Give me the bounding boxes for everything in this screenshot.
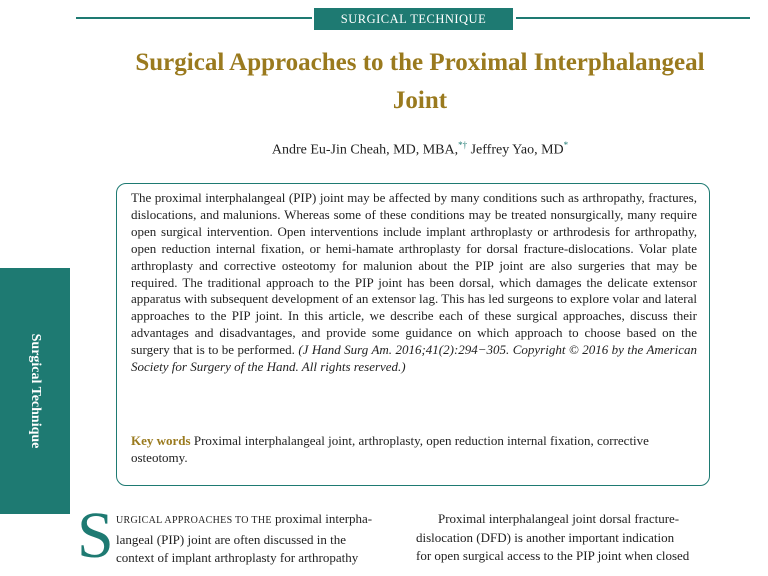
drop-cap: S — [77, 499, 114, 572]
body-col1-line — [116, 510, 400, 531]
header-rule-right — [516, 17, 750, 19]
body-col2-line: for open surgical access to the PIP joint when closed — [416, 548, 690, 563]
author-1-affiliation-marks[interactable]: *† — [458, 140, 468, 150]
article-title: Surgical Approaches to the Proximal Interphalangeal Joint — [135, 49, 705, 114]
abstract-citation: (J Hand Surg Am. 2016;41(2):294−305. Copyright © 2016 by the American Society for Surgery of the Hand. All rights reserved.) — [131, 342, 697, 375]
author-2-affiliation-marks[interactable]: * — [563, 140, 569, 150]
body-col1-line1-rest: proximal interpha- — [271, 511, 373, 526]
author-2: Jeffrey Yao, MD — [467, 142, 564, 158]
abstract-body: The proximal interphalangeal (PIP) joint may be affected by many conditions such as arthropathy, fractures, dislocations, and malunions. Whereas some of these conditions may be treated nonsurgically, many require open surgical intervention. Open interventions include implant arthroplasty or arthrodesis for arthropathy, open reduction internal fixation, or hemi-hamate arthroplasty for dorsal fracture-dislocations. Volar plate arthroplasty and corrective osteotomy for malunion about the PIP joint are also surgeries that may be required. The traditional approach to the PIP joint has been dorsal, which damages the delicate extensor apparatus with subsequent development of an extensor lag. This has led surgeons to explore volar and lateral approaches to the PIP joint. In this article, we describe each of these surgical approaches, discuss their advantages and disadvantages, and provide some guidance on which approach to choose based on the surgery that is to be performed. — [131, 190, 697, 358]
body-column-2 — [416, 510, 751, 566]
section-label: SURGICAL TECHNIQUE — [314, 8, 513, 30]
header-rule-left — [76, 17, 312, 19]
keywords — [131, 432, 697, 466]
body-col1-line: langeal (PIP) joint are often discussed in the — [116, 531, 346, 547]
author-line — [110, 140, 730, 159]
author-1: Andre Eu-Jin Cheah, MD, MBA, — [271, 142, 459, 158]
body-column-1 — [116, 510, 400, 568]
body-col1-line: context of implant arthroplasty for arthropathy — [116, 550, 359, 565]
keywords-text: Proximal interphalangeal joint, arthroplasty, open reduction internal fixation, corrective osteotomy. — [131, 433, 649, 465]
body-col1-smallcaps: URGICAL APPROACHES TO THE — [116, 515, 272, 526]
abstract — [131, 190, 697, 376]
body-col2-line: dislocation (DFD) is another important indication — [416, 529, 675, 545]
side-section-tab-label: Surgical Technique — [28, 333, 43, 449]
keywords-label: Key words — [131, 433, 191, 448]
body-col2-line: Proximal interphalangeal joint dorsal fracture- — [438, 511, 680, 526]
